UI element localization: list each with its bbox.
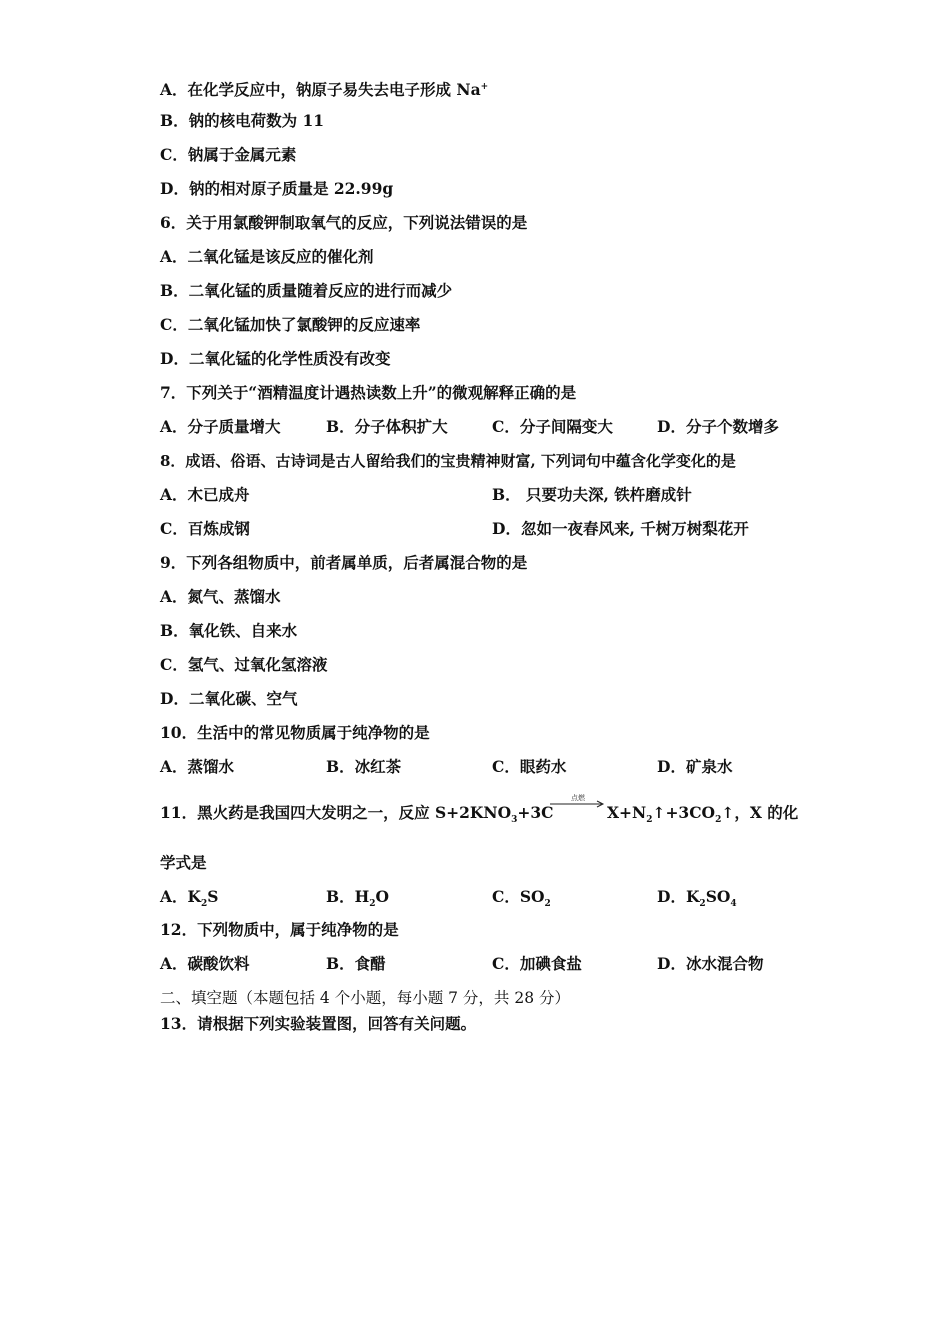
q13-stem: 13．请根据下列实验装置图，回答有关问题。 (160, 1014, 477, 1033)
q8-option-d: D．忽如一夜春风来, 千树万树梨花开 (492, 519, 749, 538)
q6-option-b: B．二氧化锰的质量随着反应的进行而减少 (160, 281, 453, 300)
q5-option-d: D．钠的相对原子质量是 22.99g (160, 179, 394, 198)
q9-option-a: A．氮气、蒸馏水 (160, 587, 281, 606)
q6-option-a: A．二氧化锰是该反应的催化剂 (160, 247, 374, 266)
q5-option-b: B．钠的核电荷数为 11 (160, 111, 325, 130)
q10-option-c: C．眼药水 (492, 757, 567, 776)
q11-option-c: C．$SO_2$ (492, 887, 551, 910)
q12-stem: 12．下列物质中，属于纯净物的是 (160, 920, 399, 939)
q8-option-b: B． 只要功夫深, 铁杵磨成针 (492, 485, 692, 504)
q11-option-b: B．$H_2O$ (326, 887, 390, 910)
q10-stem: 10．生活中的常见物质属于纯净物的是 (160, 723, 430, 742)
q5-option-c: C．钠属于金属元素 (160, 145, 297, 164)
q10-option-d: D．矿泉水 (657, 757, 733, 776)
q11-stem-continued: 学式是 (160, 853, 207, 872)
q12-option-c: C．加碘食盐 (492, 954, 582, 973)
q7-option-b: B．分子体积扩大 (326, 417, 448, 436)
q9-option-b: B．氧化铁、自来水 (160, 621, 298, 640)
q10-option-a: A．蒸馏水 (160, 757, 235, 776)
section-heading: 二、填空题（本题包括 4 个小题，每小题 7 分，共 28 分） (160, 989, 571, 1007)
q12-option-d: D．冰水混合物 (657, 954, 764, 973)
q9-stem: 9．下列各组物质中，前者属单质，后者属混合物的是 (160, 553, 528, 572)
q6-stem: 6．关于用氯酸钾制取氧气的反应，下列说法错误的是 (160, 213, 528, 232)
q8-stem: 8．成语、俗语、古诗词是古人留给我们的宝贵精神财富, 下列词句中蕴含化学变化的是 (160, 452, 736, 470)
q8-option-c: C．百炼成钢 (160, 519, 250, 538)
arrow-condition-label: 点燃 (571, 794, 585, 802)
q12-option-b: B．食醋 (326, 954, 386, 973)
q9-option-c: C．氢气、过氧化氢溶液 (160, 655, 328, 674)
q5-option-a: A．在化学反应中，钠原子易失去电子形成 Na+ (160, 80, 489, 100)
q7-stem: 7．下列关于“酒精温度计遇热读数上升”的微观解释正确的是 (160, 383, 577, 402)
q7-option-a: A．分子质量增大 (160, 417, 281, 436)
q11-option-d: D．$K_2SO_4$ (657, 887, 737, 910)
q12-option-a: A．碳酸饮料 (160, 954, 250, 973)
q10-option-b: B．冰红茶 (326, 757, 402, 776)
q11-stem-right: $X+N_2↑+3CO_2↑$，X 的化 (607, 803, 799, 826)
q7-option-c: C．分子间隔变大 (492, 417, 613, 436)
q6-option-c: C．二氧化锰加快了氯酸钾的反应速率 (160, 315, 421, 334)
q11-stem-left: 11．黑火药是我国四大发明之一，反应 $S+2KNO_3+3C$ (160, 803, 554, 826)
reaction-arrow (550, 792, 606, 814)
q7-option-d: D．分子个数增多 (657, 417, 779, 436)
q8-option-a: A．木已成舟 (160, 485, 250, 504)
q6-option-d: D．二氧化锰的化学性质没有改变 (160, 349, 391, 368)
q9-option-d: D．二氧化碳、空气 (160, 689, 298, 708)
q11-option-a: A．$K_2S$ (160, 887, 219, 910)
